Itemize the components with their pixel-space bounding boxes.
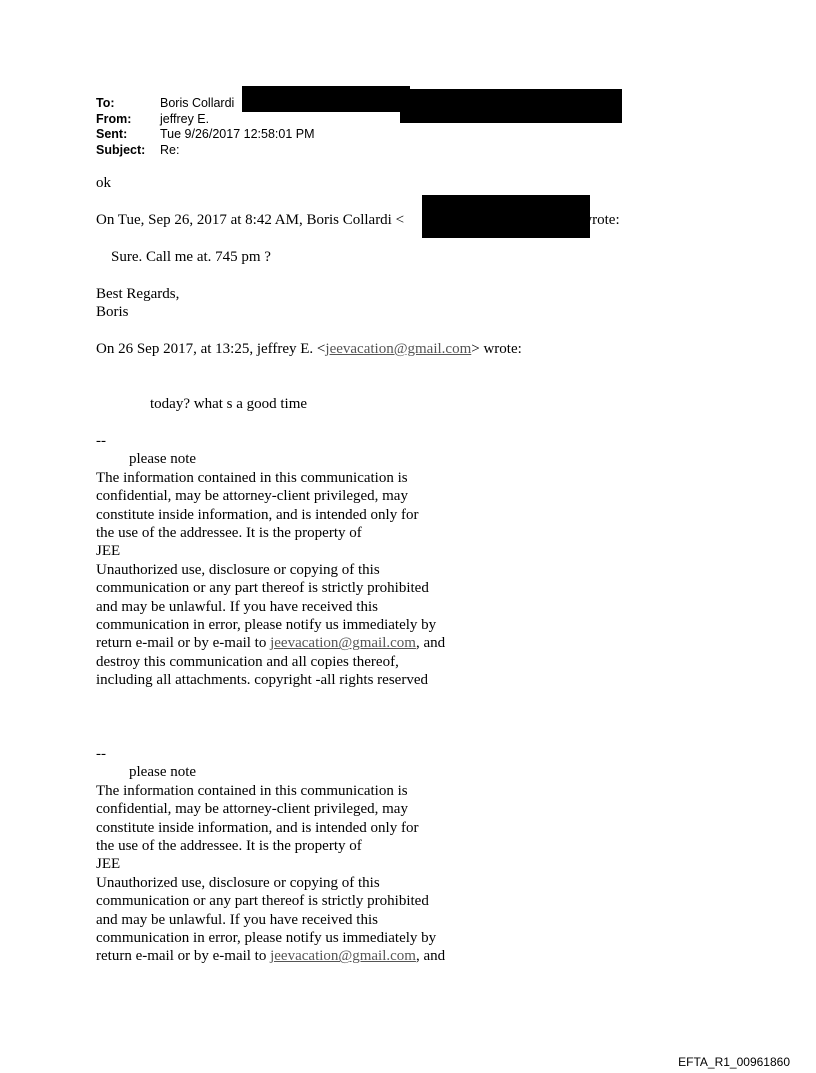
redaction-box <box>242 86 410 112</box>
email-suffix: , and <box>415 948 446 965</box>
disclaimer-line: Unauthorized use, disclosure or copying of this <box>96 561 380 578</box>
disclaimer-line: communication or any part thereof is strictly prohibited <box>96 893 429 910</box>
disclaimer-line: the use of the addressee. It is the property of <box>96 838 362 855</box>
disclaimer-line: confidential, may be attorney-client privileged, may <box>96 801 408 818</box>
disclaimer-line: The information contained in this communication is <box>96 469 408 486</box>
email-link[interactable]: jeevacation@gmail.com <box>270 948 416 965</box>
disclaimer-line: confidential, may be attorney-client privileged, may <box>96 488 408 505</box>
quote-header-prefix: On Tue, Sep 26, 2017 at 8:42 AM, Boris Collardi < <box>96 212 405 228</box>
quote-header-jeffrey <box>96 340 522 358</box>
disclaimer-line: and may be unlawful. If you have received this <box>96 598 378 615</box>
regards-text: Best Regards, <box>96 286 180 302</box>
jeffrey-message: today? what s a good time <box>150 396 308 412</box>
disclaimer-line: Unauthorized use, disclosure or copying of this <box>96 874 380 891</box>
disclaimer-line: communication in error, please notify us immediately by <box>96 930 437 947</box>
disclaimer-line: constitute inside information, and is intended only for <box>96 819 419 836</box>
signature-text: Boris <box>96 304 129 320</box>
separator: -- <box>96 433 106 449</box>
sent-label: Sent: <box>96 127 128 141</box>
email-link[interactable]: jeevacation@gmail.com <box>325 341 472 357</box>
reply-text: ok <box>96 175 111 191</box>
please-note: please note <box>129 764 197 781</box>
quote-header-suffix: > wrote: <box>471 341 522 357</box>
subject-label: Subject: <box>96 142 146 157</box>
please-note: please note <box>129 451 197 468</box>
disclaimer-line: communication in error, please notify us immediately by <box>96 617 437 634</box>
disclaimer-line: constitute inside information, and is intended only for <box>96 506 419 523</box>
to-label: To: <box>96 96 115 110</box>
separator: -- <box>96 746 106 762</box>
disclaimer-line: JEE <box>96 856 121 873</box>
email-prefix: return e-mail or by e-mail to <box>96 635 271 652</box>
subject-value: Re: <box>160 142 180 157</box>
disclaimer-line: the use of the addressee. It is the property of <box>96 525 362 542</box>
disclaimer-line: including all attachments. copyright -all rights reserved <box>96 672 428 689</box>
boris-message: Sure. Call me at. 745 pm ? <box>111 249 271 265</box>
quote-header-prefix: On 26 Sep 2017, at 13:25, jeffrey E. < <box>96 341 326 357</box>
disclaimer-block-2 <box>96 745 445 966</box>
email-link[interactable]: jeevacation@gmail.com <box>270 635 416 652</box>
to-value: Boris Collardi <box>160 96 235 110</box>
subject-row <box>96 143 315 159</box>
disclaimer-line: destroy this communication and all copies thereof, <box>96 653 399 670</box>
disclaimer-email-line <box>96 947 445 965</box>
from-value: jeffrey E. <box>160 111 210 126</box>
from-label: From: <box>96 111 132 126</box>
email-prefix: return e-mail or by e-mail to <box>96 948 271 965</box>
from-row <box>96 112 315 128</box>
quote-header-suffix: > wrote: <box>569 212 620 228</box>
quote-header-boris <box>96 211 620 229</box>
sent-value: Tue 9/26/2017 12:58:01 PM <box>160 127 315 141</box>
email-suffix: , and <box>415 635 446 652</box>
disclaimer-block <box>96 432 445 690</box>
disclaimer-line: The information contained in this communication is <box>96 782 408 799</box>
redaction-box <box>400 89 622 123</box>
disclaimer-line: communication or any part thereof is strictly prohibited <box>96 580 429 597</box>
disclaimer-line: and may be unlawful. If you have received this <box>96 911 378 928</box>
disclaimer-line: JEE <box>96 543 121 560</box>
disclaimer-email-line <box>96 634 445 652</box>
sent-row <box>96 127 315 143</box>
document-id: EFTA_R1_00961860 <box>678 1055 790 1069</box>
